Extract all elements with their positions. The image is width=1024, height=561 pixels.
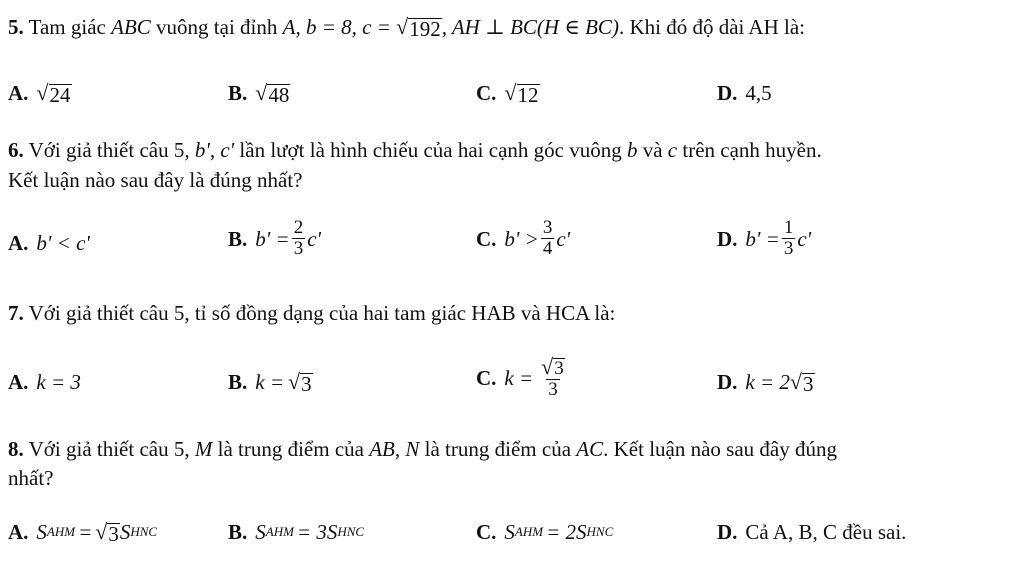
q6-option-d[interactable]: [717, 218, 811, 259]
q7-option-d-sqrt: √ 3: [789, 369, 814, 396]
q6-option-b-pre: b' =: [255, 226, 290, 251]
q6-option-c-fraction: [541, 218, 555, 259]
q8-option-a-rad: 3: [108, 522, 119, 546]
q8-option-a-sqrt: √ 3: [95, 519, 119, 546]
q8-line-2: nhất?: [8, 466, 54, 490]
q8-option-c-label: C.: [476, 520, 497, 544]
q6-option-a[interactable]: [8, 230, 90, 256]
q5-option-c-label: C.: [476, 81, 497, 105]
q5-text-2: vuông tại đỉnh: [156, 15, 278, 39]
q8-option-b-s1: S: [255, 520, 266, 544]
q8-text-4: . Kết luận nào sau đây đúng: [603, 437, 837, 461]
q8-option-d-value: Cả A, B, C đều sai.: [745, 520, 907, 544]
q8-option-c-s1: S: [504, 520, 515, 544]
q6-option-b-fraction: [292, 218, 306, 259]
question-7-number: 7.: [8, 301, 24, 325]
q8-option-b-eq: = 3S: [296, 520, 338, 544]
q6-text-3: trên cạnh huyền.: [682, 138, 822, 162]
q5-option-a-label: A.: [8, 81, 29, 105]
q6-option-c-num: 3: [542, 217, 553, 238]
q8-ac: AC: [576, 437, 604, 461]
q8-m: M: [194, 437, 213, 461]
q6-option-c[interactable]: [476, 218, 570, 259]
q6-and: và: [642, 138, 663, 162]
q5-option-b-value: 48: [268, 83, 290, 107]
q6-option-b[interactable]: [228, 218, 321, 259]
q8-option-c-sub2: HNC: [586, 524, 614, 539]
q5-r192: 192: [409, 17, 441, 41]
q6-option-b-num: 2: [293, 217, 304, 238]
q8-option-c[interactable]: [476, 519, 613, 545]
q8-option-d[interactable]: [717, 519, 906, 545]
q8-text-2: là trung điểm của: [217, 437, 364, 461]
question-5-number: 5.: [8, 15, 24, 39]
q7-option-c-value: 3: [554, 358, 564, 379]
q8-option-a-sub2: HNC: [130, 524, 158, 539]
q7-option-c-pre: k =: [504, 365, 534, 390]
question-6-stem-line2: [8, 167, 1018, 193]
q7-option-a-value: k = 3: [36, 370, 81, 394]
q7-option-d-pre: k = 2: [745, 370, 790, 394]
q6-option-c-den: 4: [542, 238, 553, 259]
q8-text-3: là trung điểm của: [424, 437, 572, 461]
q6-text-1: Với giả thiết câu 5,: [28, 138, 190, 162]
question-5-stem: 5. Tam giác ABC vuông tại đỉnh A, b = 8, c = √ 192 , AH ⊥ BC(H ∈ BC). Khi đó độ dài AH là:: [8, 14, 806, 41]
question-8-number: 8.: [8, 437, 24, 461]
q6-c: c: [667, 138, 678, 162]
q8-n: N: [405, 437, 420, 461]
q8-option-c-eq: = 2S: [546, 520, 587, 544]
q7-option-c-label: C.: [476, 365, 497, 390]
q5-option-b-sqrt: √ 48: [255, 80, 290, 107]
q5-option-d[interactable]: [717, 80, 772, 106]
q8-option-b[interactable]: [228, 519, 364, 545]
q5-option-d-value: 4,5: [745, 81, 772, 105]
q7-option-b-value: 3: [301, 372, 312, 396]
q8-option-c-sub1: AHM: [514, 524, 544, 539]
q6-option-d-label: D.: [717, 226, 738, 251]
q5-abc: ABC: [111, 15, 151, 39]
q6-option-c-label: C.: [476, 226, 497, 251]
q8-option-a-eq: =: [78, 520, 93, 544]
q6-option-b-label: B.: [228, 226, 248, 251]
q5-option-b-label: B.: [228, 81, 248, 105]
q5-cond-2: , AH ⊥ BC(H ∈ BC): [441, 15, 619, 39]
q5-option-c-sqrt: √ 12: [504, 80, 539, 107]
q7-option-c[interactable]: [476, 355, 569, 400]
question-6-stem: [8, 137, 1018, 163]
q8-option-d-label: D.: [717, 520, 738, 544]
q7-option-a[interactable]: [8, 369, 81, 395]
q6-bp-cp: b', c': [194, 138, 235, 162]
q6-option-b-den: 3: [293, 238, 304, 259]
q5-option-a-value: 24: [49, 83, 71, 107]
q8-option-a-sub1: AHM: [46, 524, 76, 539]
q7-option-d[interactable]: [717, 369, 815, 395]
q5-option-c-value: 12: [517, 83, 539, 107]
q5-option-d-label: D.: [717, 81, 738, 105]
question-8-stem-line2: [8, 465, 1018, 491]
q7-option-b[interactable]: [228, 369, 313, 395]
q5-option-c[interactable]: [476, 80, 540, 106]
q6-option-a-label: A.: [8, 231, 29, 255]
q8-option-b-sub2: HNC: [337, 524, 365, 539]
question-7-stem: [8, 300, 1018, 326]
q8-text-1: Với giả thiết câu 5,: [28, 437, 190, 461]
q7-option-d-value: 3: [803, 372, 814, 396]
q5-sqrt-192: √ 192: [396, 14, 441, 41]
q6-option-c-post: c': [556, 226, 571, 251]
q6-text-2: lần lượt là hình chiếu của hai cạnh góc vuông: [239, 138, 622, 162]
q5-text-3: . Khi đó độ dài AH là:: [618, 15, 806, 39]
q8-option-a-s2: S: [119, 520, 131, 544]
q6-option-d-den: 3: [783, 238, 794, 259]
q6-option-c-pre: b' >: [504, 226, 539, 251]
q6-line-2: Kết luận nào sau đây là đúng nhất?: [8, 168, 303, 192]
q7-option-a-label: A.: [8, 370, 29, 394]
q6-option-d-post: c': [797, 226, 812, 251]
q6-option-d-num: 1: [783, 217, 794, 238]
q5-option-a[interactable]: [8, 80, 72, 106]
q5-option-a-sqrt: √ 24: [36, 80, 71, 107]
q8-option-a[interactable]: [8, 519, 157, 545]
q6-option-d-pre: b' =: [745, 226, 780, 251]
q5-text-1: Tam giác: [28, 15, 106, 39]
q7-text: Với giả thiết câu 5, tỉ số đồng dạng của hai tam giác HAB và HCA là:: [28, 301, 616, 325]
q7-option-c-fraction: [539, 355, 567, 400]
q8-option-a-s1: S: [36, 520, 47, 544]
q8-ab: AB: [369, 437, 395, 461]
q5-cond-1: b = 8, c =: [305, 15, 391, 39]
q7-option-b-sqrt: √ 3: [288, 369, 312, 396]
q6-b: b: [626, 138, 638, 162]
q7-option-d-label: D.: [717, 370, 738, 394]
q8-option-b-sub1: AHM: [265, 524, 294, 539]
q7-option-b-pre: k =: [255, 370, 285, 394]
q6-option-d-fraction: [782, 218, 796, 259]
q6-option-a-value: b' < c': [36, 231, 90, 255]
q7-option-c-den: 3: [548, 379, 558, 400]
q6-option-b-post: c': [307, 226, 321, 251]
q5-option-b[interactable]: [228, 80, 290, 106]
q7-option-b-label: B.: [228, 370, 248, 394]
q5-a: A: [282, 15, 296, 39]
question-8-stem: [8, 436, 1018, 462]
q7-option-c-num: √ 3: [541, 354, 564, 379]
q8-comma: ,: [394, 437, 401, 461]
question-6-number: 6.: [8, 138, 24, 162]
q8-option-a-label: A.: [8, 520, 29, 544]
q8-option-b-label: B.: [228, 520, 248, 544]
